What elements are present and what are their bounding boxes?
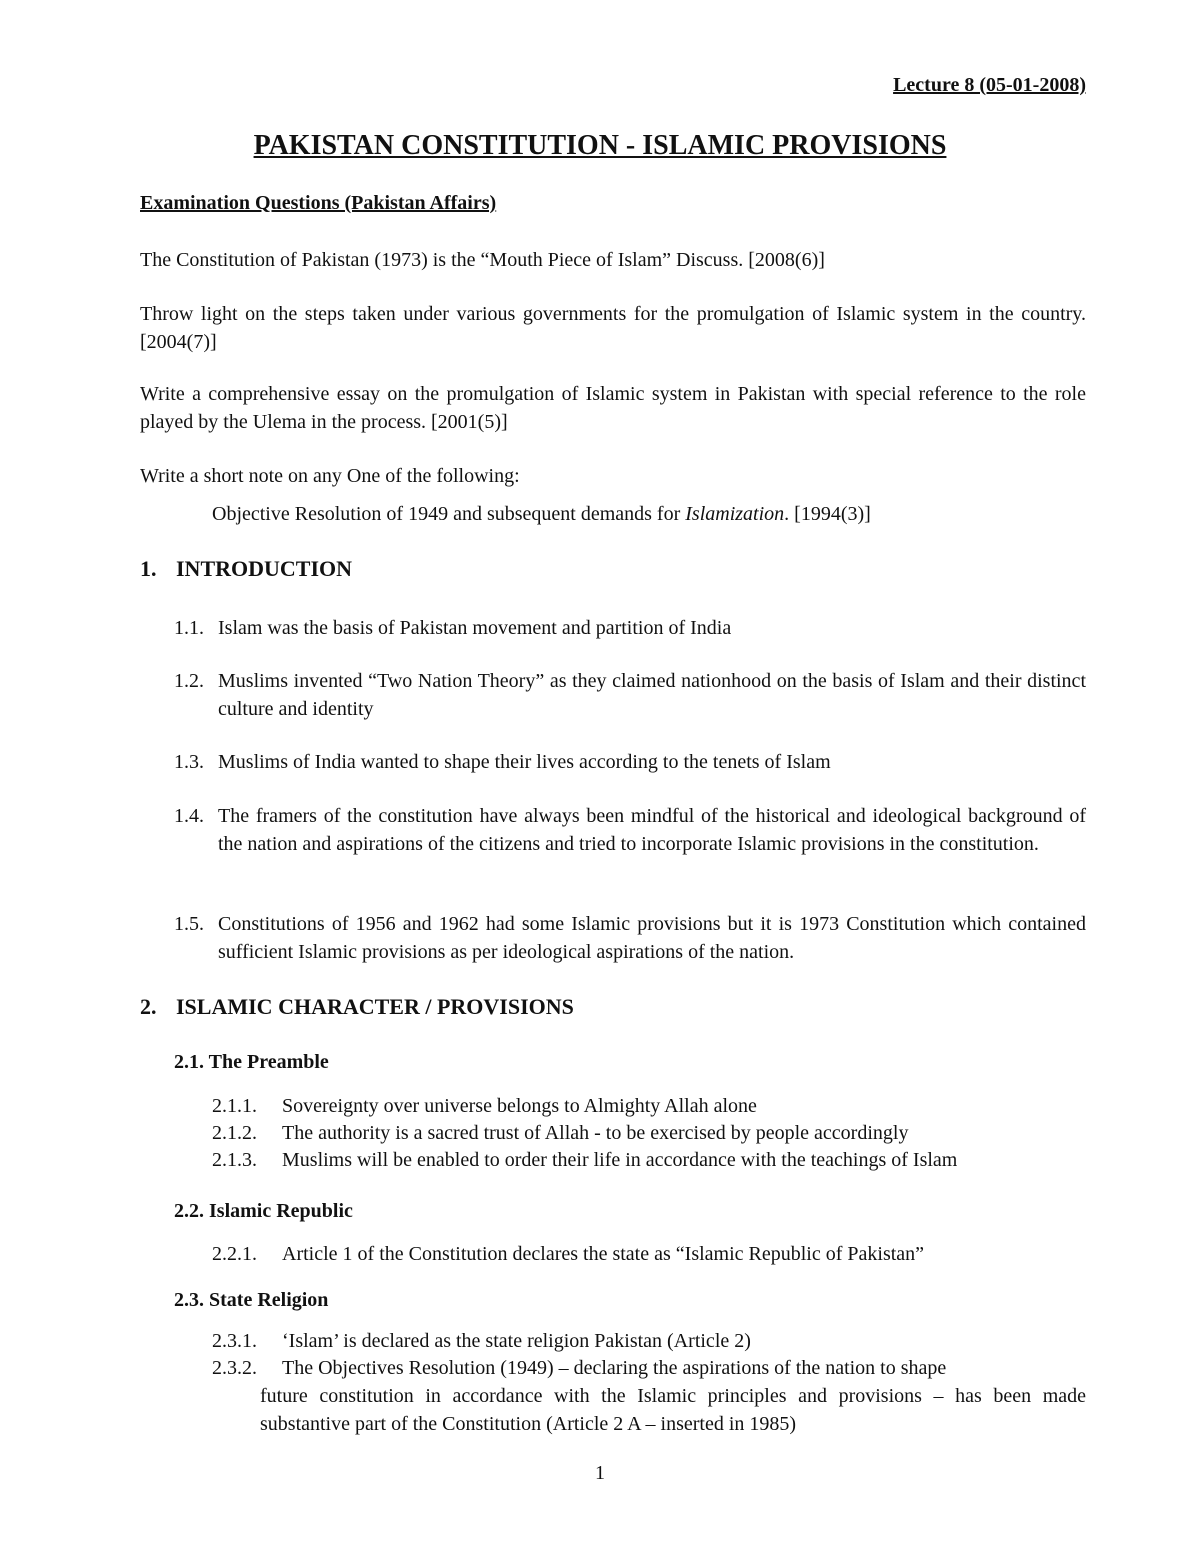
option-text-post: . [1994(3)] (784, 503, 871, 525)
exam-question-3: Write a comprehensive essay on the promulgation of Islamic system in Pakistan with special reference to the role played by the Ulema in the process. [2001(5)] (140, 383, 1086, 433)
item-number: 2.1.2. (212, 1122, 257, 1144)
section-1-heading (140, 556, 352, 582)
section-2-heading (140, 994, 574, 1020)
subsection-preamble-heading: 2.1. The Preamble (174, 1051, 329, 1073)
option-text-italic: Islamization (685, 503, 785, 525)
item-text: Muslims of India wanted to shape their lives according to the tenets of Islam (218, 751, 831, 773)
item-number: 2.3.2. (212, 1357, 257, 1379)
option-text-pre: Objective Resolution of 1949 and subsequent demands for (212, 503, 686, 525)
section-title: ISLAMIC CHARACTER / PROVISIONS (176, 994, 574, 1019)
item-number: 1.2. (174, 670, 204, 692)
item-number: 1.5. (174, 913, 204, 935)
item-number: 1.3. (174, 751, 204, 773)
list-item (174, 748, 1086, 776)
section-title: INTRODUCTION (176, 556, 353, 581)
list-item (212, 1119, 1086, 1147)
item-number: 2.1.1. (212, 1095, 257, 1117)
exam-question-1: The Constitution of Pakistan (1973) is the “Mouth Piece of Islam” Discuss. [2008(6)] (140, 249, 825, 271)
list-item (174, 802, 1086, 858)
section-number: 1. (140, 556, 157, 581)
list-item (212, 1354, 1086, 1438)
item-text-continued: future constitution in accordance with the Islamic principles and provisions – has been made substantive part of the Constitution (Article 2 A – inserted in 1985) (260, 1385, 1086, 1435)
item-text: Muslims invented “Two Nation Theory” as they claimed nationhood on the basis of Islam and their distinct culture and identity (218, 670, 1086, 720)
list-item (174, 614, 1086, 642)
item-number: 1.4. (174, 805, 204, 827)
item-text: Sovereignty over universe belongs to Almighty Allah alone (282, 1095, 757, 1117)
list-item (212, 1146, 1086, 1174)
list-item (212, 1327, 1086, 1355)
item-number: 1.1. (174, 617, 204, 639)
item-text: The Objectives Resolution (1949) – declaring the aspirations of the nation to shape (282, 1357, 947, 1379)
item-text: The authority is a sacred trust of Allah - to be exercised by people accordingly (282, 1122, 909, 1144)
exam-question-2: Throw light on the steps taken under various governments for the promulgation of Islamic system in the country. [2004(7)] (140, 303, 1086, 353)
item-number: 2.1.3. (212, 1149, 257, 1171)
item-text: Constitutions of 1956 and 1962 had some Islamic provisions but it is 1973 Constitution which contained sufficient Islamic provisions as per ideological aspirations of the nation. (218, 913, 1086, 963)
item-number: 2.2.1. (212, 1243, 257, 1265)
item-text: The framers of the constitution have always been mindful of the historical and ideological background of the nation and aspirations of the citizens and tried to incorporate Islamic provisions in the constitution. (218, 805, 1086, 855)
page-number: 1 (595, 1462, 605, 1484)
item-text: Muslims will be enabled to order their life in accordance with the teachings of Islam (282, 1149, 958, 1171)
exam-question-4: Write a short note on any One of the following: (140, 465, 520, 487)
item-text: ‘Islam’ is declared as the state religion Pakistan (Article 2) (282, 1330, 751, 1352)
exam-questions-heading: Examination Questions (Pakistan Affairs) (140, 192, 497, 214)
section-number: 2. (140, 994, 157, 1019)
item-text: Islam was the basis of Pakistan movement and partition of India (218, 617, 732, 639)
item-text: Article 1 of the Constitution declares the state as “Islamic Republic of Pakistan” (282, 1243, 925, 1265)
list-item (174, 910, 1086, 966)
page-title: PAKISTAN CONSTITUTION - ISLAMIC PROVISIONS (253, 130, 947, 161)
list-item (174, 667, 1086, 723)
lecture-label: Lecture 8 (05-01-2008) (893, 74, 1086, 96)
list-item (212, 1240, 1086, 1268)
list-item (212, 1092, 1086, 1120)
exam-question-4-option (212, 500, 871, 528)
subsection-islamic-republic-heading: 2.2. Islamic Republic (174, 1200, 353, 1222)
item-number: 2.3.1. (212, 1330, 257, 1352)
subsection-state-religion-heading: 2.3. State Religion (174, 1289, 329, 1311)
